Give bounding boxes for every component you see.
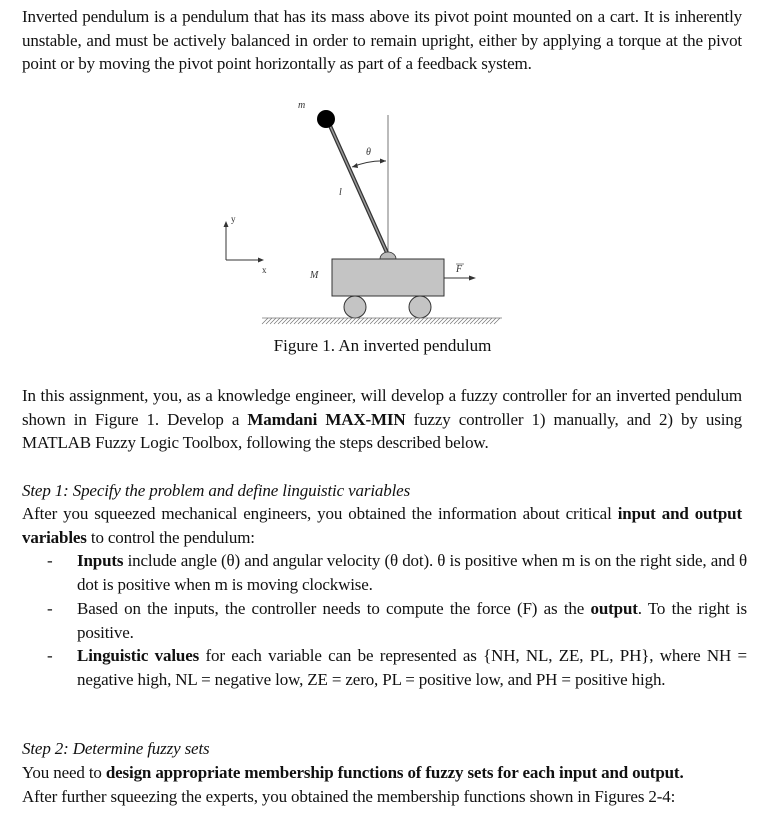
step2-paragraph bbox=[22, 761, 742, 808]
pendulum-mass bbox=[317, 110, 335, 128]
assignment-text-pre: In this assignment, you, as a knowledge engineer, will develop a fuzzy controller for an inverted pendulum shown in Figure 1. Develop a bbox=[22, 386, 742, 429]
bullet-bold: Linguistic values bbox=[77, 646, 200, 665]
label-F: F bbox=[456, 264, 463, 275]
wheel-right bbox=[409, 296, 431, 318]
label-y: y bbox=[231, 214, 236, 224]
bullet-text bbox=[77, 549, 747, 596]
bullet-body: include angle (θ) and angular velocity (θ dot). θ is positive when m is on the right side, and θ dot is positive when m is moving clockwise. bbox=[77, 551, 747, 594]
intro-text: Inverted pendulum is a pendulum that has its mass above its pivot point mounted on a cart. It is inherently unstable, and must be actively balanced in order to remain upright, either by applying a torque at the pivot point or by moving the pivot point horizontally as part of a feedback system. bbox=[22, 7, 742, 73]
step1-intro bbox=[22, 502, 742, 549]
step1-title: Step 1: Specify the problem and define linguistic variables bbox=[22, 481, 411, 500]
bullet-dash: - bbox=[47, 599, 53, 618]
intro-paragraph bbox=[22, 5, 742, 76]
bullet-dash: - bbox=[47, 551, 53, 570]
label-length: l bbox=[339, 187, 342, 198]
step1-intro-pre: After you squeezed mechanical engineers, you obtained the information about critical bbox=[22, 504, 618, 523]
step2-line1-bold: design appropriate membership functions of fuzzy sets for each input and output. bbox=[105, 763, 684, 782]
wheel-left bbox=[344, 296, 366, 318]
step1-intro-post: to control the pendulum: bbox=[86, 527, 255, 547]
label-M: M bbox=[310, 270, 319, 281]
bullet-body-post: . To the right is positive. bbox=[77, 599, 747, 642]
bullet-bold: output bbox=[590, 599, 638, 618]
assignment-paragraph bbox=[22, 384, 742, 455]
step2-title: Step 2: Determine fuzzy sets bbox=[22, 739, 210, 758]
inverted-pendulum-figure bbox=[210, 95, 530, 335]
bullet-body: for each variable can be represented as {NH, NL, ZE, PL, PH}, where NH = negative high, NL = negative low, ZE = zero, PL = positive low, and PH = positive high. bbox=[77, 646, 747, 689]
bullet-bold: Inputs bbox=[77, 551, 124, 570]
step2-line2: After further squeezing the experts, you obtained the membership functions shown in Figures 2-4: bbox=[22, 786, 676, 806]
bullet-text bbox=[77, 644, 747, 691]
step1-intro-bold: input and output variables bbox=[22, 504, 742, 547]
label-x: x bbox=[262, 265, 267, 275]
assignment-bold: Mamdani MAX-MIN bbox=[247, 409, 406, 429]
bullet-dash: - bbox=[47, 646, 53, 665]
label-theta: θ bbox=[366, 147, 371, 158]
label-m: m bbox=[298, 100, 306, 111]
pivot bbox=[380, 252, 396, 259]
cart-body bbox=[332, 259, 444, 296]
bullet-body-pre: Based on the inputs, the controller needs to compute the force (F) as the bbox=[77, 599, 591, 618]
figure-caption: Figure 1. An inverted pendulum bbox=[273, 336, 492, 355]
bullet-text bbox=[77, 597, 747, 644]
assignment-text-post: fuzzy controller 1) manually, and 2) by using MATLAB Fuzzy Logic Toolbox, following the steps described below. bbox=[22, 409, 742, 452]
step2-line1-pre: You need to bbox=[22, 763, 106, 782]
